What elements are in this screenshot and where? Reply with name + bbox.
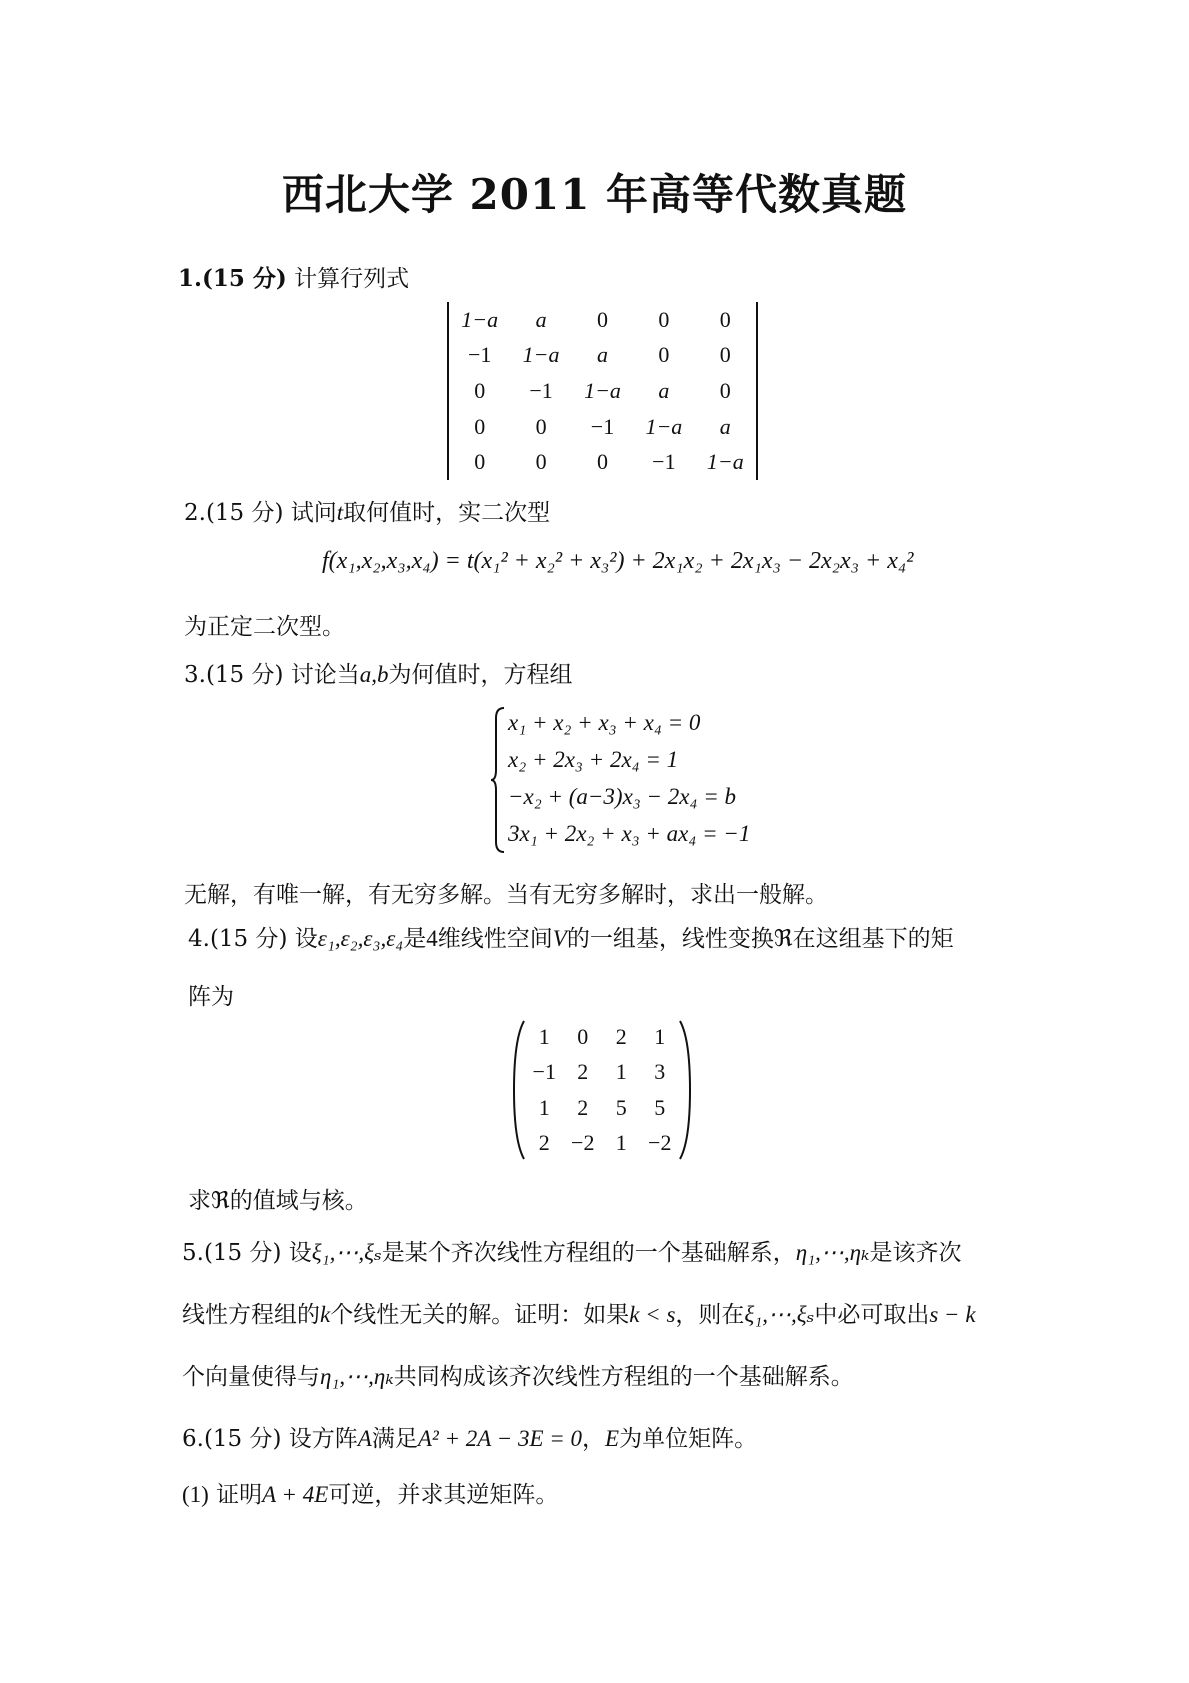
equation-1: x₁ + x₂ + x₃ + x₄ = 0 [508,710,701,735]
part-1-label: (1) [182,1482,209,1507]
determinant-cell: 0 [474,377,486,403]
question-5-text-c: 是该齐次 [869,1240,962,1266]
operator-r: ℜ [773,926,793,952]
condition-k-less-s: k < s [629,1302,676,1327]
determinant-cell: 1−a [461,306,499,332]
determinant-cell: −1 [467,342,492,368]
matrix-cell: 5 [654,1094,666,1120]
question-1 [178,260,409,293]
matrix-cell: 1 [654,1023,666,1049]
q5-l2-c: ，则在 [675,1302,745,1328]
equation-system [490,706,750,854]
determinant-cell: 0 [719,342,731,368]
q5-l3-b: 共同构成该齐次线性方程组的一个基础解系。 [393,1364,854,1390]
right-paren-icon [679,1019,691,1161]
determinant-cell: a [658,377,670,403]
matrix-cell: −2 [648,1130,672,1156]
determinant-cell: 0 [658,306,670,332]
equation-3: −x₂ + (a−3)x₃ − 2x₄ = b [508,784,737,809]
question-5-line-2 [182,1296,976,1329]
matrix-cell: 2 [577,1094,589,1120]
question-6-label: 6.(15 分) [182,1426,282,1452]
part-1-text-b: 可逆，并求其逆矩阵。 [328,1482,559,1508]
determinant-cell: 0 [658,342,670,368]
determinant-cell: 0 [474,449,486,475]
variable-k: k [320,1302,331,1327]
question-5-line-3 [182,1358,854,1391]
q6-text-d: 为单位矩阵。 [619,1426,758,1452]
question-3 [184,656,573,689]
variables-ab: a,b [359,662,389,687]
question-6-part-1 [182,1476,558,1509]
matrix-cell: 3 [654,1059,666,1085]
question-4-after [188,1182,368,1215]
question-4-text-d: 的一组基，线性变换 [566,926,774,952]
part-1-text-a: 证明 [216,1482,263,1508]
question-2-text-a: 试问 [290,500,337,526]
equation-4: 3x₁ + 2x₂ + x₃ + ax₄ = −1 [508,821,751,846]
question-6 [182,1420,757,1453]
equation-2: x₂ + 2x₃ + 2x₄ = 1 [508,747,679,772]
question-5-text-a: 设 [288,1240,312,1266]
matrix-a: A [357,1426,372,1451]
dimension: 4 [426,926,438,951]
q5-l2-a: 线性方程组的 [182,1302,320,1328]
question-3-label: 3.(15 分) [184,662,284,688]
question-2-label: 2.(15 分) [184,500,284,526]
matrix-cell: 1 [538,1023,550,1049]
space-v: V [552,926,567,951]
matrix-equation: A² + 2A − 3E = 0 [417,1426,583,1451]
question-2-after: 为正定二次型。 [184,614,345,640]
determinant-cell: 0 [719,377,731,403]
q6-text-b: 满足 [371,1426,418,1452]
q6-text-a: 设方阵 [288,1426,358,1452]
question-4-after-b: 的值域与核。 [229,1188,368,1214]
determinant-cell: a [535,306,547,332]
determinant-cell: 1−a [706,449,744,475]
question-4-text-e: 在这组基下的矩 [792,926,954,952]
determinant-cell: 0 [474,413,486,439]
matrix-cell: 1 [538,1094,550,1120]
matrix-cell: 2 [538,1130,550,1156]
determinant-cell: 1−a [645,413,683,439]
determinant [447,302,758,480]
determinant-cell: 0 [719,306,731,332]
question-4-line-2: 阵为 [188,984,234,1010]
matrix-cell: −1 [532,1059,556,1085]
matrix-cell: −2 [571,1130,595,1156]
matrix-e: E [605,1426,620,1451]
question-4-label: 4.(15 分) [188,926,288,952]
question-3-text-b: 为何值时，方程组 [388,662,573,688]
page-title: 西北大学 2011 年高等代数真题 [281,170,908,219]
variable-t: t [336,500,344,525]
determinant-cell: 0 [596,306,608,332]
question-3-after: 无解，有唯一解，有无穷多解。当有无穷多解时，求出一般解。 [184,882,828,908]
q6-text-c: ， [582,1426,606,1452]
matrix-cell: 1 [615,1059,627,1085]
xi-vectors: ξ₁,⋯,ξₛ [311,1240,382,1265]
determinant-cell: 0 [535,413,547,439]
basis-vectors: ε₁,ε₂,ε₃,ε₄ [317,926,404,951]
s-minus-k: s − k [929,1302,976,1327]
determinant-cell: 0 [535,449,547,475]
q5-l2-d: 中必可取出 [814,1302,930,1328]
question-3-text-a: 讨论当 [290,662,360,688]
quadratic-form: f(x₁,x₂,x₃,x₄) = t(x₁² + x₂² + x₃²) + 2x₁x₂ + 2x₁x₃ − 2x₂x₃ + x₄² [322,548,914,574]
determinant-cell: a [596,342,608,368]
matrix-cell: 2 [577,1059,589,1085]
a-plus-4e: A + 4E [262,1482,329,1507]
question-4 [188,920,954,953]
question-4-after-a: 求 [188,1188,211,1214]
determinant-cell: 1−a [584,377,621,403]
determinant-cell: 1−a [522,342,560,368]
question-4-text-c: 维线性空间 [437,926,553,952]
q5-l3-a: 个向量使得与 [182,1364,320,1390]
determinant-cell: −1 [529,377,553,403]
matrix-cell: 0 [577,1023,589,1049]
q5-l2-b: 个线性无关的解。证明：如果 [330,1302,630,1328]
question-2-text-b: 取何值时，实二次型 [343,500,551,526]
question-2 [184,494,550,527]
question-5 [182,1234,961,1267]
determinant-cell: −1 [590,413,615,439]
determinant-cell: a [719,413,731,439]
question-1-label: 1.(15 分) [178,265,287,292]
determinant-cell: −1 [652,449,676,475]
left-paren-icon [513,1019,525,1161]
question-1-text: 计算行列式 [294,266,410,292]
matrix-cell: 2 [615,1023,627,1049]
transformation-matrix [513,1019,691,1161]
eta-vectors: η₁,⋯,ηₖ [795,1240,870,1265]
determinant-cell: 0 [596,449,608,475]
operator-r-2: ℜ [211,1188,230,1214]
question-4-text-b: 是 [403,926,427,952]
question-4-text-a: 设 [294,926,318,952]
eta-vectors-2: η₁,⋯,ηₖ [320,1364,394,1389]
xi-vectors-2: ξ₁,⋯,ξₛ [744,1302,815,1327]
left-brace-icon [490,706,506,854]
question-5-label: 5.(15 分) [182,1240,282,1266]
question-5-text-b: 是某个齐次线性方程组的一个基础解系， [381,1240,796,1266]
matrix-cell: 1 [615,1130,627,1156]
matrix-cell: 5 [615,1094,627,1120]
